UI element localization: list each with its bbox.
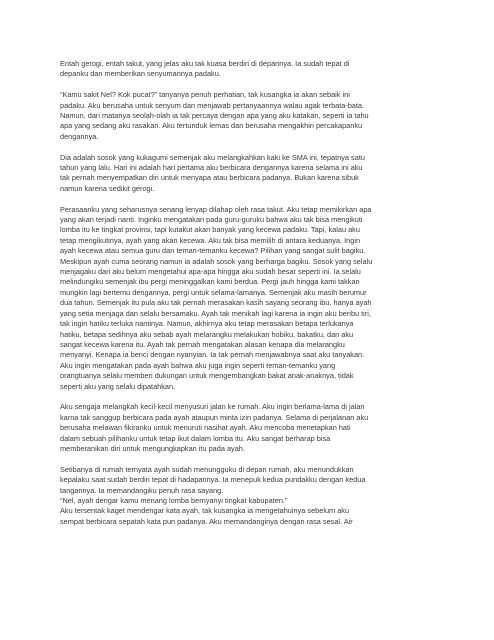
text-line: orangtuanya selalu memberi dukungan untuk mengembangkan bakat anak-anaknya, tidak [60, 371, 354, 381]
text-line: yang akan terjadi nanti. Inginku mengatakan pada guru-guruku bahwa aku tak bisa mengikuti [60, 215, 363, 225]
text-line: ayah kecewa atau semua guru dan teman-temanku kecewa? Pilihan yang sangat sulit bagiku. [60, 246, 366, 256]
text-line: berusaha melawan fikiranku untuk menuruti nasihat ayah. Aku mencoba menetapkan hati [60, 423, 351, 433]
text-line: kepalaku saat sudah berdiri tepat di hadapannya. Ia menepuk kedua pundakku dengan kedua [60, 475, 366, 485]
text-line: tak pernah menyempatkan diri untuk menyapa atau berbicara padanya. Bukan karena sibuk [60, 173, 359, 183]
text-line: namun karena sedikit gerogi. [60, 183, 155, 193]
text-line: tetap mengikutinya, ayah yang akan kecewa. Aku tak bisa memilih di antara keduanya. Ingin [60, 235, 361, 245]
text-line: Aku tersentak kaget mendengar kata ayah, tak kusangka ia mengetahuinya sebelum aku [60, 506, 350, 516]
text-line: tak ingin hatiku terluka nantinya. Namun, akhirnya aku tetap merasakan betapa terlukanya [60, 319, 354, 329]
paragraph [60, 465, 440, 527]
text-line: “Kamu sakit Nel? Kok pucat?” tanyanya penuh perhatian, tak kusangka ia akan sebaik ini [60, 90, 350, 100]
text-line: dalam sebuah pilihanku untuk tetap ikut dalam lomba itu. Aku sangat berharap bisa [60, 433, 331, 443]
text-line: Aku sengaja melangkah kecil-kecil menyusuri jalan ke rumah. Aku ingin berlama-lama di jalan [60, 402, 365, 412]
text-line: apa yang sedang aku rasakan. Aku tertunduk lemas dan berusaha mengakhiri percakapanku [60, 121, 363, 131]
text-line: dengannya. [60, 131, 99, 141]
text-line: menyanyi. Kenapa ia benci dengan nyanyian. Ia tak pernah menjawabnya saat aku tanyakan. [60, 350, 365, 360]
text-line: memberanikan diri untuk mengungkapkan itu pada ayah. [60, 443, 245, 453]
text-line: Dia adalah sosok yang kukagumi semenjak aku melangkahkan kaki ke SMA ini, tepatnya satu [60, 152, 365, 162]
text-line: menjagaku dari aku belum mengetahui apa-apa hingga aku sudah besar seperti ini. Ia selalu [60, 267, 361, 277]
text-line: dua tahun. Semenjak itu pula aku tak pernah merasakan kasih sayang seorang ibu, hanya ayah [60, 298, 372, 308]
text-line: mungkin lagi bertemu dengannya, pergi untuk selama-lamanya. Semenjak aku masih berumur [60, 287, 367, 297]
text-line: hatiku, betapa sedihnya aku sebab ayah melarangku melakukan hobiku, bakatku, dan aku [60, 329, 354, 339]
text-line: tahun yang lalu. Hari ini adalah hari pertama aku berbicara dengannya karena selama ini aku [60, 163, 363, 173]
text-line: seperti aku yang selalu dipatahkan. [60, 381, 176, 391]
text-line: Namun, dari matanya seolah-olah ia tak percaya dengan apa yang aku katakan, seperti ia tahu [60, 111, 369, 121]
text-line: depanku dan memberikan senyumannya padaku. [60, 69, 221, 79]
text-line: sempat berbicara sepatah kata pun padanya. Aku memandanginya dengan rasa sesal. Air [60, 516, 353, 526]
text-line: padaku. Aku berusaha untuk senyum dan menjawab pertanyaannya walau agak terbata-bata. [60, 100, 365, 110]
text-line: tangannya. Ia memandangiku penuh rasa sayang. [60, 485, 224, 495]
text-line: karna tak sanggup berbicara pada ayah ataupun minta izin padanya. Selama di perjalanan aku [60, 412, 369, 422]
text-line: Aku ingin mengatakan pada ayah bahwa aku juga ingin seperti teman-temanku yang [60, 360, 336, 370]
text-line: “Nel, ayah dengar kamu menang lomba bernyanyi tingkat kabupaten.” [60, 495, 288, 505]
text-line: lomba itu ke tingkat provinsi, tapi kutakut akan banyak yang kecewa padaku. Tapi, kalau aku [60, 225, 360, 235]
paragraph [60, 90, 440, 142]
text-line: Meskipun ayah cuma seorang namun ia adalah sosok yang berharga bagiku. Sosok yang selalu [60, 256, 373, 266]
text-line: melindungiku semenjak ibu pergi meninggalkan kami berdua. Pergi jauh hingga kami takkan [60, 277, 360, 287]
paragraph [60, 402, 440, 454]
text-line: Setibanya di rumah ternyata ayah sudah menungguku di depan rumah, aku menundukkan [60, 464, 354, 474]
paragraph [60, 153, 440, 195]
text-line: Perasaanku yang seharusnya senang lenyap dilahap oleh rasa takut. Aku tetap memikirkan apa [60, 204, 372, 214]
paragraph [60, 205, 440, 392]
text-line: yang setia menjaga dan selalu bersamaku. Ayah tak menikah lagi karena ia ingin aku beribu tiri, [60, 308, 371, 318]
text-line: Entah gerogi, entah takut, yang jelas aku tak kuasa berdiri di depannya. Ia sudah tepat di [60, 59, 350, 68]
document-page [60, 59, 440, 527]
text-line: sangat kecewa karena itu. Ayah tak pernah mengatakan alasan kenapa dia melarangku [60, 339, 345, 349]
paragraph [60, 59, 440, 80]
